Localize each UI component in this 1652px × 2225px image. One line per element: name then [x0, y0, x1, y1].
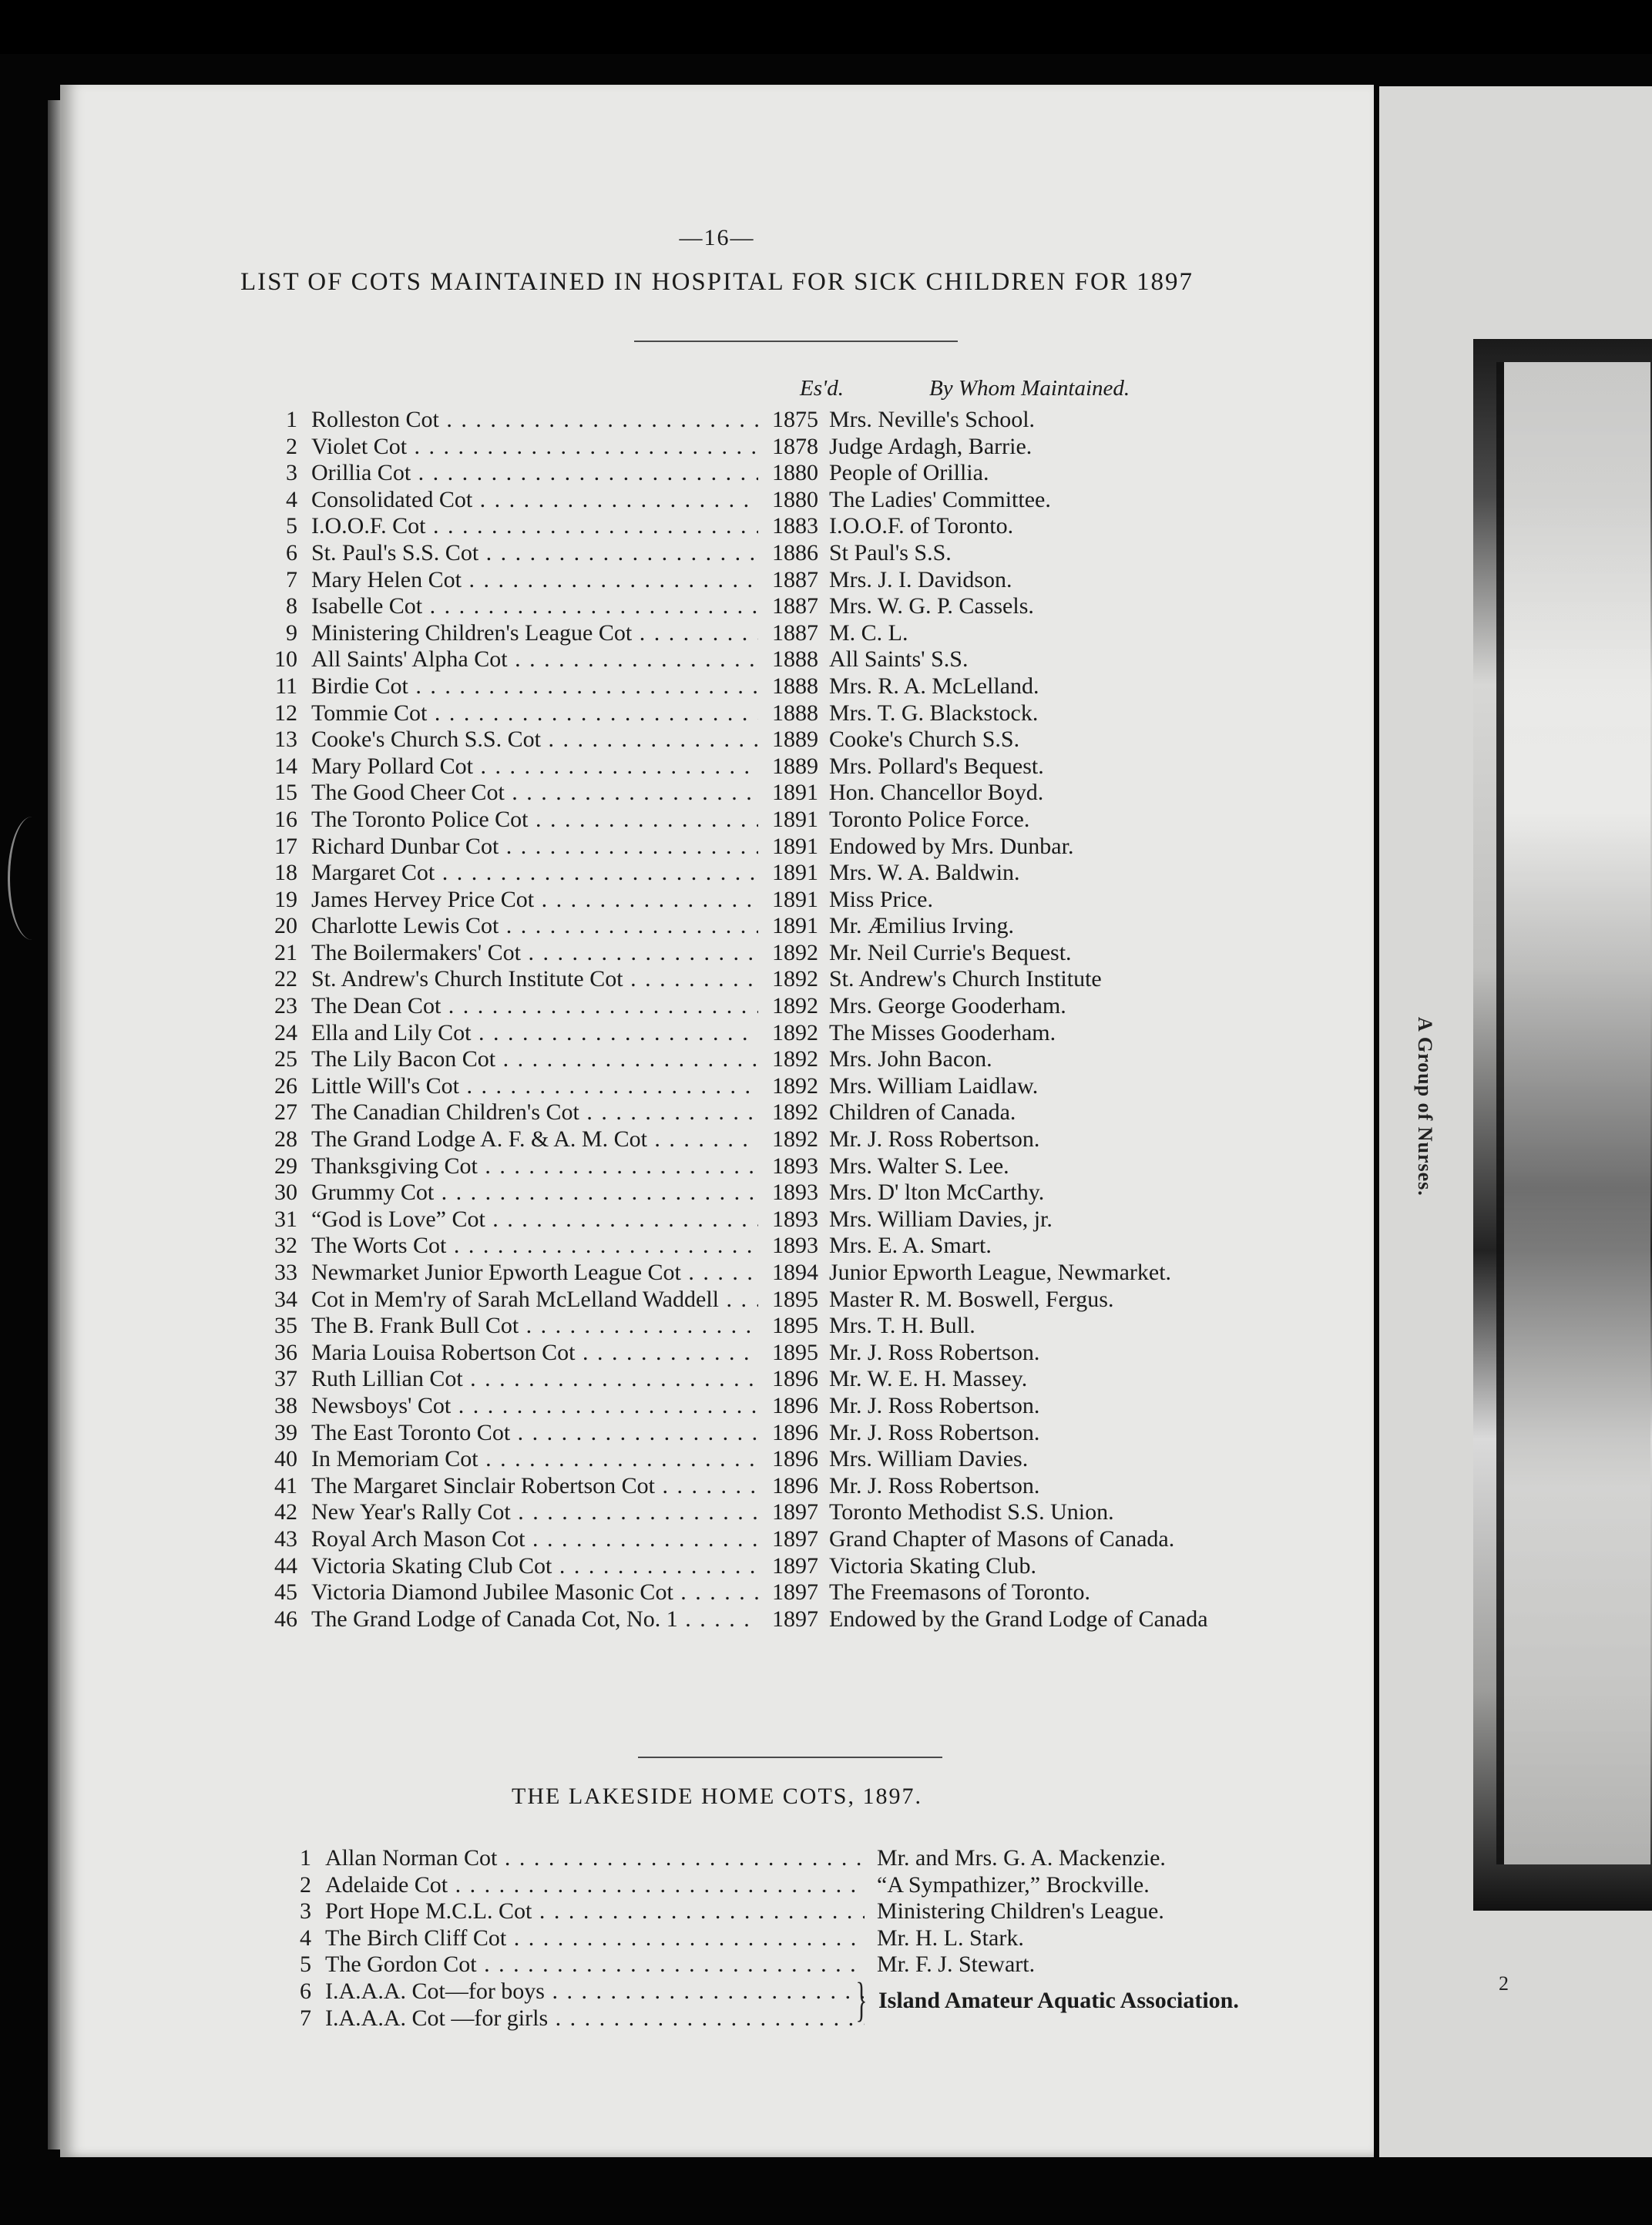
cot-maintainer: Toronto Methodist S.S. Union. [829, 1499, 1114, 1525]
table-row [267, 1099, 1422, 1126]
cot-maintainer: “A Sympathizer,” Brockville. [874, 1872, 1150, 1898]
table-row [267, 1260, 1422, 1287]
cot-name: Consolidated Cot . . . [311, 487, 758, 513]
table-row [267, 1420, 1422, 1447]
cot-number: 1 [300, 1845, 311, 1871]
cot-name: Thanksgiving Cot . . . [311, 1153, 758, 1180]
cot-number: 42 [274, 1499, 297, 1525]
cot-year: 1887 [769, 620, 826, 646]
cot-name: Orillia Cot . . . [311, 460, 758, 486]
cot-name: The Worts Cot . . . [311, 1233, 758, 1259]
cot-name: Royal Arch Mason Cot . . . [311, 1526, 758, 1552]
cot-name: Rolleston Cot . . . [311, 407, 758, 433]
cot-maintainer: People of Orillia. [829, 460, 989, 486]
cot-maintainer: Mrs. E. A. Smart. [829, 1233, 992, 1259]
table-row [267, 940, 1422, 967]
cot-maintainer: The Ladies' Committee. [829, 486, 1051, 512]
cot-maintainer: Mrs. William Laidlaw. [829, 1072, 1039, 1099]
cot-number: 26 [274, 1072, 297, 1099]
cot-number: 30 [274, 1180, 297, 1206]
cot-maintainer: Junior Epworth League, Newmarket. [829, 1260, 1172, 1285]
cot-year: 1891 [769, 807, 826, 833]
cot-number: 19 [274, 886, 297, 912]
table-row [267, 407, 1422, 434]
cot-number: 24 [274, 1019, 297, 1045]
cot-maintainer: Mrs. William Davies. [829, 1446, 1029, 1472]
cot-maintainer: Mr. J. Ross Robertson. [829, 1392, 1040, 1418]
hospital-cots-list [267, 407, 1422, 1633]
cot-name: Cot in Mem'ry of Sarah McLelland Waddell . . . [311, 1287, 758, 1313]
column-header-established: Es'd. [800, 376, 844, 401]
cot-name: The Canadian Children's Cot . . . [311, 1099, 758, 1126]
cot-number: 37 [274, 1366, 297, 1392]
cot-name: The Birch Cliff Cot . . . [325, 1925, 865, 1951]
cot-name: I.A.A.A. Cot—for boys . . . [325, 1978, 865, 2005]
table-row [280, 1898, 1398, 1925]
table-row [267, 807, 1422, 834]
cot-maintainer: Toronto Police Force. [829, 806, 1030, 832]
cot-year: 1893 [769, 1153, 826, 1180]
cot-number: 4 [286, 486, 297, 512]
iaaa-maintainer: Island Amateur Aquatic Association. [878, 1988, 1239, 2013]
cot-year: 1892 [769, 1020, 826, 1046]
cot-number: 36 [274, 1339, 297, 1365]
cot-number: 28 [274, 1126, 297, 1153]
cot-maintainer: Miss Price. [829, 886, 933, 912]
table-row [267, 1206, 1422, 1233]
table-row [267, 620, 1422, 647]
cot-year: 1886 [769, 540, 826, 566]
cot-number: 6 [286, 539, 297, 565]
cot-number: 10 [274, 646, 297, 673]
cot-number: 1 [286, 407, 297, 432]
cot-name: Allan Norman Cot . . . [325, 1845, 865, 1871]
cot-year: 1895 [769, 1287, 826, 1313]
cot-maintainer: Mrs. Neville's School. [829, 407, 1036, 432]
cot-name: The B. Frank Bull Cot . . . [311, 1313, 758, 1339]
cot-year: 1896 [769, 1446, 826, 1472]
cot-number: 46 [274, 1606, 297, 1632]
cot-name: Charlotte Lewis Cot . . . [311, 913, 758, 939]
cot-number: 22 [274, 966, 297, 992]
cot-number: 41 [274, 1472, 297, 1498]
cot-maintainer: I.O.O.F. of Toronto. [829, 513, 1014, 539]
table-row [280, 1951, 1398, 1978]
cot-year: 1896 [769, 1366, 826, 1392]
cot-name: The Margaret Sinclair Robertson Cot . . . [311, 1473, 758, 1499]
cot-number: 39 [274, 1419, 297, 1445]
table-row [267, 487, 1422, 514]
plate-caption: A Group of Nurses. [1414, 1017, 1436, 1196]
cot-year: 1878 [769, 434, 826, 460]
table-row [267, 1393, 1422, 1420]
cot-maintainer: Judge Ardagh, Barrie. [829, 433, 1032, 459]
table-row [267, 1579, 1422, 1606]
cot-year: 1893 [769, 1180, 826, 1206]
cot-name: Port Hope M.C.L. Cot . . . [325, 1898, 865, 1925]
cot-maintainer: Mr. Neil Currie's Bequest. [829, 939, 1072, 965]
cot-number: 45 [274, 1579, 297, 1606]
table-row [267, 1606, 1422, 1633]
cot-year: 1880 [769, 460, 826, 486]
cot-year: 1897 [769, 1553, 826, 1579]
cot-number: 3 [286, 460, 297, 486]
cot-name: Isabelle Cot . . . [311, 593, 758, 619]
cot-name: The Toronto Police Cot . . . [311, 807, 758, 833]
table-row [267, 834, 1422, 861]
cot-name: Grummy Cot . . . [311, 1180, 758, 1206]
cot-maintainer: Mrs. W. G. P. Cassels. [829, 593, 1034, 619]
cot-maintainer: Mr. J. Ross Robertson. [829, 1126, 1040, 1153]
cot-number: 5 [300, 1951, 311, 1978]
cot-number: 7 [286, 566, 297, 592]
cot-name: Richard Dunbar Cot . . . [311, 834, 758, 860]
cot-number: 32 [274, 1233, 297, 1259]
cot-year: 1896 [769, 1420, 826, 1446]
cot-maintainer: Master R. M. Boswell, Fergus. [829, 1286, 1114, 1312]
cot-name: Mary Helen Cot . . . [311, 567, 758, 593]
scan-top-border [0, 0, 1652, 54]
cot-year: 1893 [769, 1233, 826, 1259]
brace-bracket: } [855, 1974, 868, 2026]
table-row [267, 753, 1422, 780]
cot-maintainer: Mr. J. Ross Robertson. [829, 1339, 1040, 1365]
cot-year: 1893 [769, 1206, 826, 1233]
column-header-maintained-by: By Whom Maintained. [929, 376, 1130, 401]
cot-maintainer: Mrs. W. A. Baldwin. [829, 860, 1020, 886]
cot-maintainer: All Saints' S.S. [829, 646, 969, 673]
table-row [267, 887, 1422, 914]
table-row [267, 593, 1422, 620]
table-row [267, 434, 1422, 461]
cot-name: Cooke's Church S.S. Cot . . . [311, 727, 758, 753]
cot-name: The East Toronto Cot . . . [311, 1420, 758, 1446]
cot-year: 1891 [769, 834, 826, 860]
table-row [267, 513, 1422, 540]
cot-name: The Grand Lodge A. F. & A. M. Cot . . . [311, 1126, 758, 1153]
cot-name: Newsboys' Cot . . . [311, 1393, 758, 1419]
table-row [267, 567, 1422, 594]
table-row [267, 1446, 1422, 1473]
table-row [267, 1473, 1422, 1500]
cot-maintainer: Mrs. D' lton McCarthy. [829, 1180, 1045, 1206]
cot-name: Violet Cot . . . [311, 434, 758, 460]
table-row [267, 1340, 1422, 1367]
cot-number: 8 [286, 593, 297, 619]
table-row [267, 1366, 1422, 1393]
cot-maintainer: Children of Canada. [829, 1099, 1016, 1126]
cot-name: Tommie Cot . . . [311, 700, 758, 727]
cot-year: 1895 [769, 1340, 826, 1366]
cot-year: 1892 [769, 1099, 826, 1126]
cot-name: Ministering Children's League Cot . . . [311, 620, 758, 646]
cot-maintainer: Victoria Skating Club. [829, 1552, 1037, 1579]
cot-name: Maria Louisa Robertson Cot . . . [311, 1340, 758, 1366]
cot-year: 1883 [769, 513, 826, 539]
cot-number: 21 [274, 939, 297, 965]
cot-number: 18 [274, 860, 297, 886]
table-row [267, 1287, 1422, 1314]
cot-name: New Year's Rally Cot . . . [311, 1499, 758, 1525]
table-row [267, 540, 1422, 567]
table-row [267, 1313, 1422, 1340]
cot-number: 43 [274, 1525, 297, 1552]
lakeside-section-title: THE LAKESIDE HOME COTS, 1897. [512, 1784, 922, 1809]
cot-year: 1891 [769, 860, 826, 886]
cot-maintainer: Ministering Children's League. [874, 1898, 1164, 1925]
cot-year: 1896 [769, 1473, 826, 1499]
table-row [267, 1153, 1422, 1180]
cot-maintainer: Mrs. John Bacon. [829, 1046, 992, 1072]
table-row [267, 993, 1422, 1020]
cot-number: 3 [300, 1898, 311, 1925]
cot-maintainer: Mrs. Walter S. Lee. [829, 1153, 1009, 1179]
cot-name: Birdie Cot . . . [311, 673, 758, 700]
cot-year: 1888 [769, 700, 826, 727]
cot-number: 15 [274, 780, 297, 806]
table-row [280, 1925, 1398, 1952]
cot-number: 35 [274, 1313, 297, 1339]
cot-year: 1888 [769, 673, 826, 700]
cot-year: 1887 [769, 567, 826, 593]
cot-maintainer: Grand Chapter of Masons of Canada. [829, 1525, 1175, 1552]
cot-number: 7 [300, 2005, 311, 2031]
cot-maintainer: Mrs. T. G. Blackstock. [829, 700, 1039, 726]
cot-year: 1875 [769, 407, 826, 433]
cot-name: All Saints' Alpha Cot . . . [311, 646, 758, 673]
cot-name: “God is Love” Cot . . . [311, 1206, 758, 1233]
photo-image [1496, 362, 1650, 1864]
cot-year: 1897 [769, 1526, 826, 1552]
cot-name: The Boilermakers' Cot . . . [311, 940, 758, 966]
cot-number: 6 [300, 1978, 311, 2004]
cot-maintainer: Mr. J. Ross Robertson. [829, 1419, 1040, 1445]
cot-name: James Hervey Price Cot . . . [311, 887, 758, 913]
cot-year: 1887 [769, 593, 826, 619]
cot-number: 40 [274, 1446, 297, 1472]
cot-number: 13 [274, 727, 297, 753]
cot-maintainer: The Misses Gooderham. [829, 1019, 1056, 1045]
cot-name: Margaret Cot . . . [311, 860, 758, 886]
cot-maintainer: M. C. L. [829, 619, 908, 646]
cot-year: 1897 [769, 1606, 826, 1633]
cot-name: Ruth Lillian Cot . . . [311, 1366, 758, 1392]
table-row [267, 1180, 1422, 1206]
cot-name: Mary Pollard Cot . . . [311, 753, 758, 780]
cot-number: 4 [300, 1925, 311, 1951]
cot-number: 44 [274, 1552, 297, 1579]
cot-year: 1891 [769, 780, 826, 806]
page-number: —16— [679, 225, 755, 250]
table-row [267, 1073, 1422, 1100]
table-row [267, 966, 1422, 993]
table-row [267, 460, 1422, 487]
cot-year: 1891 [769, 887, 826, 913]
table-row [267, 780, 1422, 807]
cot-maintainer: Mrs. T. H. Bull. [829, 1313, 975, 1339]
plate-number: 2 [1499, 1972, 1509, 1995]
cot-maintainer: Hon. Chancellor Boyd. [829, 780, 1044, 806]
cot-year: 1892 [769, 1126, 826, 1153]
cot-year: 1897 [769, 1579, 826, 1606]
table-row [280, 1872, 1398, 1899]
cot-year: 1892 [769, 1046, 826, 1072]
cot-year: 1889 [769, 753, 826, 780]
table-row [267, 1499, 1422, 1526]
cot-year: 1892 [769, 940, 826, 966]
cot-maintainer: Mrs. J. I. Davidson. [829, 566, 1012, 592]
cot-maintainer: The Freemasons of Toronto. [829, 1579, 1090, 1606]
cot-year: 1880 [769, 487, 826, 513]
cot-year: 1892 [769, 993, 826, 1019]
table-row [267, 1553, 1422, 1580]
title-rule [634, 341, 958, 342]
table-row [267, 860, 1422, 887]
cot-number: 31 [274, 1206, 297, 1232]
cot-name: The Gordon Cot . . . [325, 1951, 865, 1978]
cot-name: Victoria Diamond Jubilee Masonic Cot . . . [311, 1579, 758, 1606]
table-row [267, 1020, 1422, 1047]
cot-year: 1892 [769, 966, 826, 992]
cot-name: The Grand Lodge of Canada Cot, No. 1 . . . [311, 1606, 758, 1633]
cot-year: 1894 [769, 1260, 826, 1286]
cot-name: Adelaide Cot . . . [325, 1872, 865, 1898]
photo-plate [1473, 339, 1652, 1911]
cot-maintainer: Cooke's Church S.S. [829, 727, 1020, 753]
cot-number: 16 [274, 806, 297, 832]
cot-number: 25 [274, 1046, 297, 1072]
cot-number: 38 [274, 1392, 297, 1418]
cot-name: Victoria Skating Club Cot . . . [311, 1553, 758, 1579]
left-page [60, 85, 1374, 2157]
page-title: LIST OF COTS MAINTAINED IN HOSPITAL FOR SICK CHILDREN FOR 1897 [240, 268, 1194, 296]
cot-name: St. Paul's S.S. Cot . . . [311, 540, 758, 566]
cot-number: 23 [274, 993, 297, 1019]
cot-name: The Lily Bacon Cot . . . [311, 1046, 758, 1072]
cot-number: 12 [274, 700, 297, 726]
cot-number: 17 [274, 833, 297, 859]
table-row [280, 1845, 1398, 1872]
table-row [267, 646, 1422, 673]
cot-name: Newmarket Junior Epworth League Cot . . . [311, 1260, 758, 1286]
cot-name: The Dean Cot . . . [311, 993, 758, 1019]
cot-maintainer: Mr. Æmilius Irving. [829, 913, 1015, 939]
table-row [267, 673, 1422, 700]
cot-name: In Memoriam Cot . . . [311, 1446, 758, 1472]
table-row [267, 727, 1422, 753]
table-row [267, 1233, 1422, 1260]
table-row [267, 700, 1422, 727]
cot-maintainer: St. Andrew's Church Institute [829, 966, 1102, 992]
cot-name: The Good Cheer Cot . . . [311, 780, 758, 806]
cot-maintainer: St Paul's S.S. [829, 539, 952, 565]
cot-maintainer: Mr. H. L. Stark. [874, 1925, 1024, 1951]
table-row [267, 913, 1422, 940]
cot-name: I.A.A.A. Cot —for girls . . . [325, 2005, 865, 2032]
table-row [267, 1046, 1422, 1073]
cot-number: 5 [286, 513, 297, 539]
cot-maintainer: Mrs. William Davies, jr. [829, 1206, 1053, 1232]
cot-name: Little Will's Cot . . . [311, 1073, 758, 1099]
cot-year: 1896 [769, 1393, 826, 1419]
cot-year: 1891 [769, 913, 826, 939]
cot-year: 1888 [769, 646, 826, 673]
cot-maintainer: Endowed by Mrs. Dunbar. [829, 833, 1074, 859]
cot-number: 9 [286, 619, 297, 646]
cot-maintainer: Mr. J. Ross Robertson. [829, 1472, 1040, 1498]
cot-number: 29 [274, 1153, 297, 1179]
cot-number: 20 [274, 913, 297, 939]
table-row [267, 1526, 1422, 1553]
table-row [267, 1126, 1422, 1153]
cot-name: Ella and Lily Cot . . . [311, 1020, 758, 1046]
cot-maintainer: Endowed by the Grand Lodge of Canada [829, 1606, 1208, 1632]
cot-year: 1895 [769, 1313, 826, 1339]
page-content [60, 85, 1374, 2157]
cot-maintainer: Mr. and Mrs. G. A. Mackenzie. [874, 1845, 1166, 1871]
cot-name: I.O.O.F. Cot . . . [311, 513, 758, 539]
cot-number: 27 [274, 1099, 297, 1126]
cot-number: 14 [274, 753, 297, 779]
cot-maintainer: Mr. F. J. Stewart. [874, 1951, 1035, 1978]
cot-year: 1889 [769, 727, 826, 753]
cot-maintainer: Mr. W. E. H. Massey. [829, 1366, 1028, 1392]
cot-name: St. Andrew's Church Institute Cot . . . [311, 966, 758, 992]
cot-maintainer: Mrs. Pollard's Bequest. [829, 753, 1044, 779]
cot-number: 11 [275, 673, 297, 699]
cot-year: 1897 [769, 1499, 826, 1525]
cot-maintainer: Mrs. R. A. McLelland. [829, 673, 1039, 699]
section-rule [638, 1757, 942, 1758]
cot-number: 2 [300, 1871, 311, 1898]
cot-number: 2 [286, 433, 297, 459]
cot-number: 34 [274, 1286, 297, 1312]
cot-maintainer: Mrs. George Gooderham. [829, 993, 1066, 1019]
cot-year: 1892 [769, 1073, 826, 1099]
cot-number: 33 [274, 1260, 297, 1285]
